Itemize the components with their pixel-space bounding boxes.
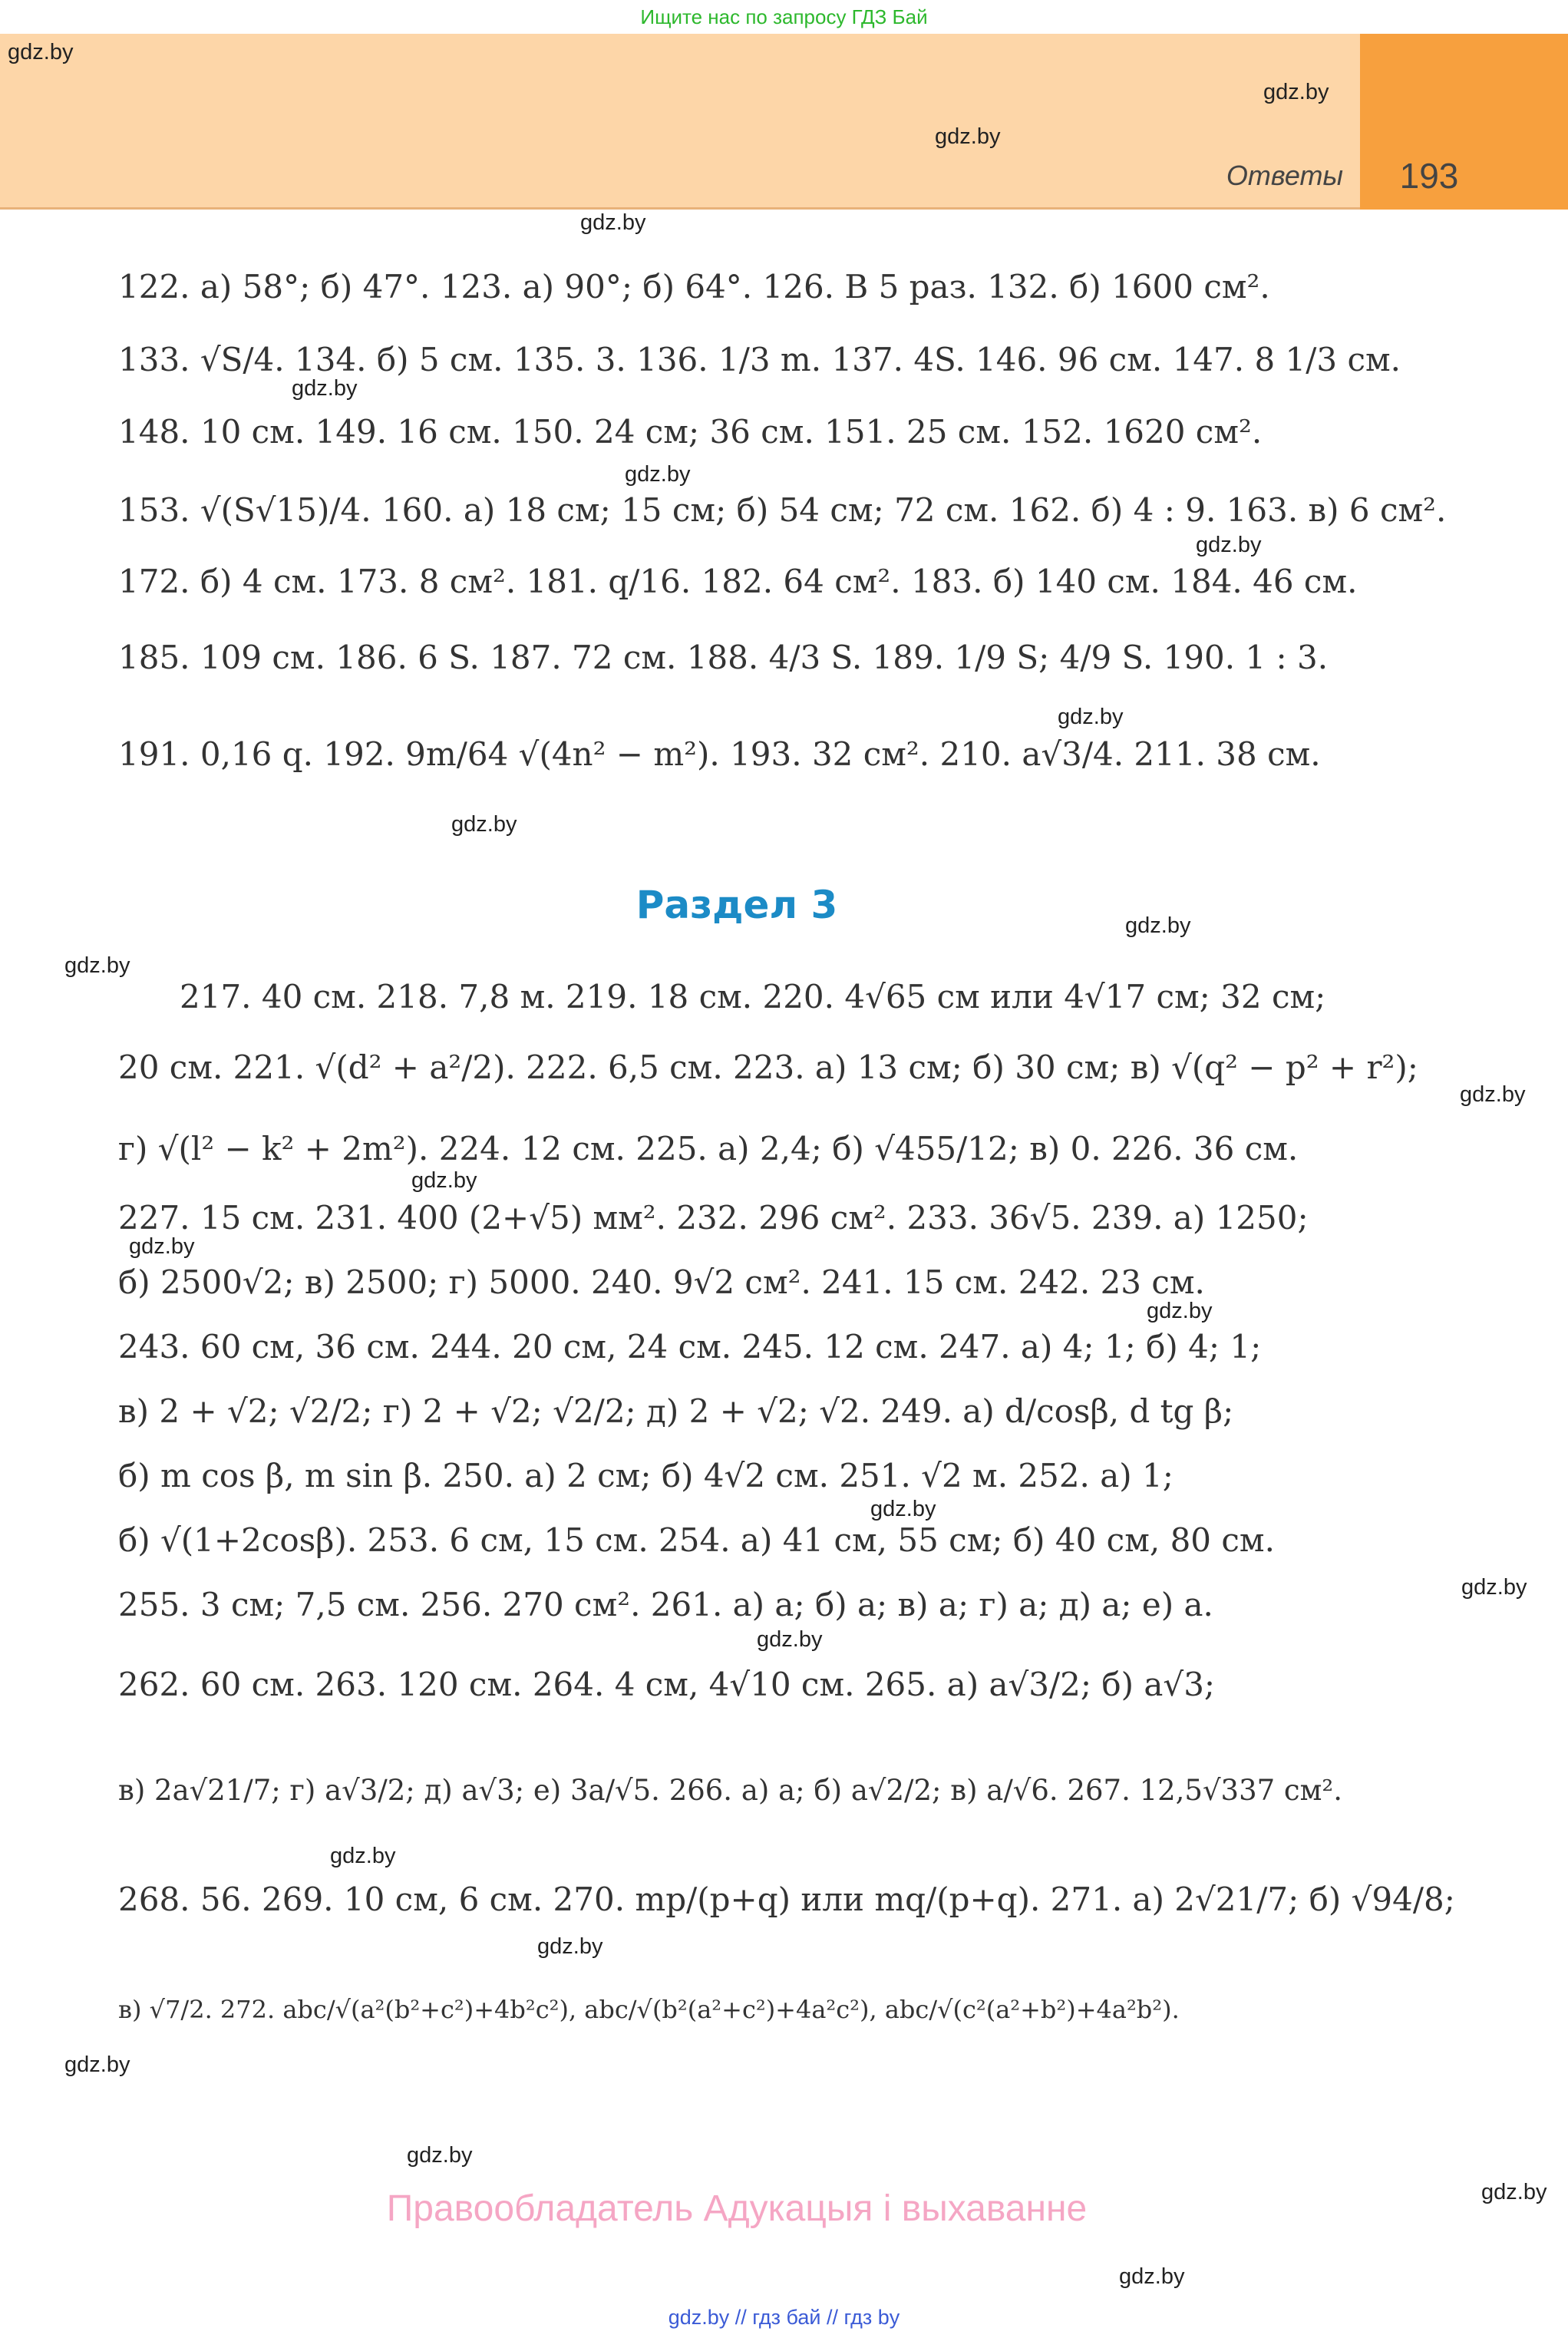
answer-line: в) 2a√21/7; г) a√3/2; д) a√3; е) 3a/√5. 266. а) a; б) a√2/2; в) a/√6. 267. 12,5√337 см². bbox=[118, 1773, 1343, 1807]
watermark: gdz.by bbox=[1058, 705, 1124, 729]
answer-line: б) 2500√2; в) 2500; г) 5000. 240. 9√2 см². 241. 15 см. 242. 23 см. bbox=[118, 1263, 1205, 1301]
watermark: gdz.by bbox=[1196, 533, 1262, 557]
watermark: gdz.by bbox=[411, 1168, 477, 1193]
watermark: gdz.by bbox=[451, 812, 517, 837]
answer-line: 262. 60 см. 263. 120 см. 264. 4 см, 4√10 см. 265. а) a√3/2; б) a√3; bbox=[118, 1665, 1216, 1703]
answer-line: 255. 3 см; 7,5 см. 256. 270 см². 261. а) a; б) a; в) a; г) a; д) a; е) a. bbox=[118, 1585, 1213, 1623]
watermark: gdz.by bbox=[537, 1934, 603, 1959]
answer-line: 191. 0,16 q. 192. 9m/64 √(4n² − m²). 193. 32 см². 210. a√3/4. 211. 38 см. bbox=[118, 735, 1321, 773]
section-title: Раздел 3 bbox=[635, 883, 838, 927]
watermark: gdz.by bbox=[8, 40, 74, 64]
answer-line: 153. √(S√15)/4. 160. а) 18 см; 15 см; б) 54 см; 72 см. 162. б) 4 : 9. 163. в) 6 см². bbox=[118, 490, 1447, 529]
answer-line: г) √(l² − k² + 2m²). 224. 12 см. 225. а) 2,4; б) √455/12; в) 0. 226. 36 см. bbox=[118, 1129, 1299, 1167]
top-banner[interactable]: Ищите нас по запросу ГДЗ Бай bbox=[640, 5, 928, 28]
watermark: gdz.by bbox=[64, 2052, 130, 2077]
running-head: Ответы bbox=[1226, 160, 1343, 191]
footer-links[interactable]: gdz.by // гдз бай // гдз by bbox=[668, 2306, 900, 2329]
watermark: gdz.by bbox=[1460, 1082, 1526, 1107]
answer-line: 268. 56. 269. 10 см, 6 см. 270. mp/(p+q) или mq/(p+q). 271. а) 2√21/7; б) √94/8; bbox=[118, 1880, 1455, 1918]
answer-line: в) 2 + √2; √2/2; г) 2 + √2; √2/2; д) 2 + √2; √2. 249. а) d/cosβ, d tg β; bbox=[118, 1392, 1234, 1430]
watermark: gdz.by bbox=[870, 1497, 936, 1521]
answer-line: 217. 40 см. 218. 7,8 м. 219. 18 см. 220. 4√65 см или 4√17 см; 32 см; bbox=[180, 977, 1326, 1015]
answer-line: в) √7/2. 272. abc/√(a²(b²+c²)+4b²c²), abc/√(b²(a²+c²)+4a²c²), abc/√(c²(a²+b²)+4a²b²). bbox=[118, 1995, 1180, 2024]
watermark: gdz.by bbox=[625, 462, 691, 487]
watermark: gdz.by bbox=[580, 210, 646, 235]
watermark: gdz.by bbox=[330, 1844, 396, 1868]
copyright-owner: Правообладатель Адукацыя і выхаванне bbox=[386, 2188, 1088, 2229]
answer-line: 133. √S/4. 134. б) 5 см. 135. 3. 136. 1/3 m. 137. 4S. 146. 96 см. 147. 8 1/3 см. bbox=[118, 340, 1401, 378]
watermark: gdz.by bbox=[935, 124, 1001, 149]
answer-line: 227. 15 см. 231. 400 (2+√5) мм². 232. 296 см². 233. 36√5. 239. а) 1250; bbox=[118, 1198, 1309, 1237]
answer-line: 185. 109 см. 186. 6 S. 187. 72 см. 188. 4/3 S. 189. 1/9 S; 4/9 S. 190. 1 : 3. bbox=[118, 638, 1329, 676]
watermark: gdz.by bbox=[1263, 80, 1329, 104]
answer-line: 20 см. 221. √(d² + a²/2). 222. 6,5 см. 223. а) 13 см; б) 30 см; в) √(q² − p² + r²); bbox=[118, 1048, 1418, 1086]
answer-line: 172. б) 4 см. 173. 8 см². 181. q/16. 182. 64 см². 183. б) 140 см. 184. 46 см. bbox=[118, 562, 1358, 600]
answer-line: 122. а) 58°; б) 47°. 123. а) 90°; б) 64°. 126. В 5 раз. 132. б) 1600 см². bbox=[118, 267, 1270, 305]
answer-line: б) m cos β, m sin β. 250. а) 2 см; б) 4√2 см. 251. √2 м. 252. а) 1; bbox=[118, 1456, 1174, 1494]
answer-line: б) √(1+2cosβ). 253. 6 см, 15 см. 254. а) 41 см, 55 см; б) 40 см, 80 см. bbox=[118, 1521, 1275, 1559]
watermark: gdz.by bbox=[64, 953, 130, 978]
watermark: gdz.by bbox=[1481, 2180, 1547, 2204]
watermark: gdz.by bbox=[1147, 1299, 1213, 1323]
answer-line: 243. 60 см, 36 см. 244. 20 см, 24 см. 245. 12 см. 247. а) 4; 1; б) 4; 1; bbox=[118, 1327, 1262, 1365]
watermark: gdz.by bbox=[292, 376, 358, 401]
watermark: gdz.by bbox=[129, 1234, 195, 1259]
watermark: gdz.by bbox=[1461, 1575, 1527, 1600]
page-number: 193 bbox=[1399, 156, 1459, 196]
watermark: gdz.by bbox=[757, 1627, 823, 1652]
watermark: gdz.by bbox=[407, 2143, 473, 2168]
watermark: gdz.by bbox=[1125, 913, 1191, 938]
answer-line: 148. 10 см. 149. 16 см. 150. 24 см; 36 см. 151. 25 см. 152. 1620 см². bbox=[118, 412, 1263, 451]
watermark: gdz.by bbox=[1119, 2264, 1185, 2289]
